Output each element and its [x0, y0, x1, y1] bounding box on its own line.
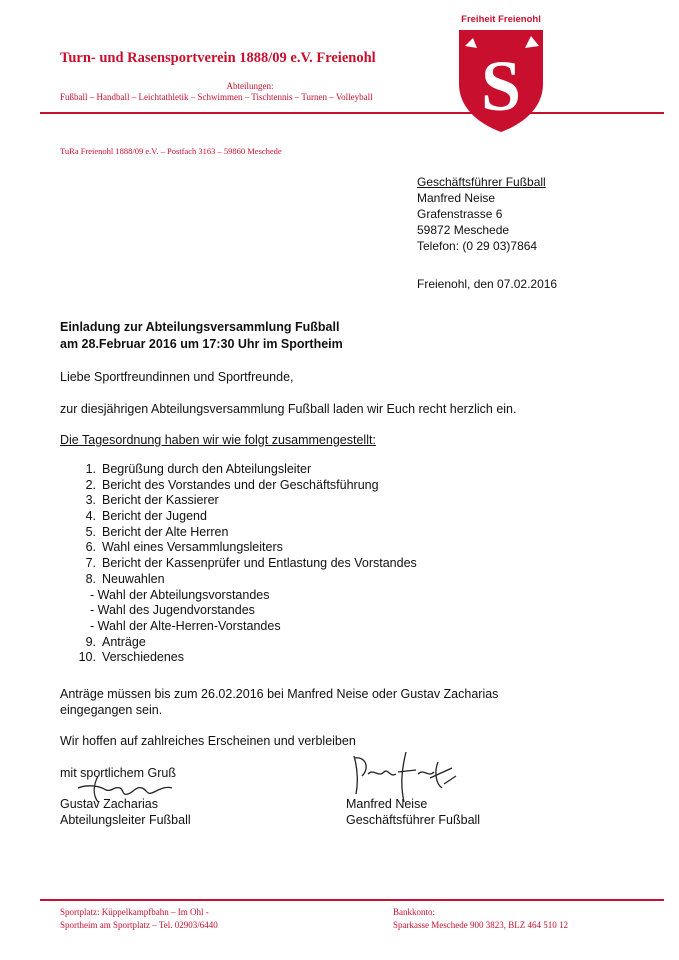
- deadline-line-2: eingegangen sein.: [60, 703, 163, 717]
- agenda-item: 1. Begrüßung durch den Abteilungsleiter: [85, 462, 312, 476]
- closing-text: Wir hoffen auf zahlreiches Erscheinen und verbleiben: [60, 734, 356, 748]
- right-signer-title: Geschäftsführer Fußball: [346, 813, 481, 827]
- agenda-subitem: - Wahl des Jugendvorstandes: [90, 603, 255, 618]
- address-phone: Telefon: (0 29 03)7864: [417, 239, 538, 253]
- agenda-item: 8. Neuwahlen: [85, 571, 165, 586]
- address-city: 59872 Meschede: [417, 223, 510, 237]
- agenda-item: 5. Bericht der Alte Herren: [85, 524, 229, 539]
- club-crest-logo: [455, 26, 547, 134]
- departments-label: Abteilungen:: [226, 81, 274, 91]
- intro-text: zur diesjährigen Abteilungsversammlung Fußball laden wir Euch recht herzlich ein.: [60, 402, 517, 416]
- date-line: Freienohl, den 07.02.2016: [417, 277, 558, 291]
- club-name: Turn- und Rasensportverein 1888/09 e.V. Freienohl: [60, 50, 376, 66]
- agenda-list: [60, 462, 417, 666]
- footer-bank-label: Bankkonto:: [393, 907, 435, 917]
- agenda-item: 9. Anträge: [85, 634, 146, 649]
- agenda-heading: Die Tagesordnung haben wir wie folgt zusammengestellt:: [60, 433, 376, 447]
- agenda-subitem: - Wahl der Alte-Herren-Vorstandes: [90, 618, 281, 633]
- footer-left-line-2: Sportheim am Sportplatz – Tel. 02903/6440: [60, 920, 218, 930]
- salutation: mit sportlichem Gruß: [60, 766, 176, 780]
- address-street: Grafenstrasse 6: [417, 207, 503, 221]
- footer-bank-details: Sparkasse Meschede 900 3823, BLZ 464 510 12: [393, 920, 568, 930]
- agenda-item: 4. Bericht der Jugend: [85, 509, 207, 524]
- agenda-subitem: - Wahl der Abteilungsvorstandes: [90, 587, 270, 602]
- left-signer-title: Abteilungsleiter Fußball: [60, 813, 191, 827]
- greeting: Liebe Sportfreundinnen und Sportfreunde,: [60, 370, 294, 384]
- footer-divider: [40, 899, 664, 901]
- address-name: Manfred Neise: [417, 191, 496, 205]
- header-divider: [40, 112, 664, 114]
- sender-line: TuRa Freienohl 1888/09 e.V. – Postfach 3163 – 59860 Meschede: [60, 146, 282, 156]
- subject-line-2: am 28.Februar 2016 um 17:30 Uhr im Sportheim: [60, 337, 343, 351]
- agenda-item: 3. Bericht der Kassierer: [85, 493, 219, 508]
- agenda-item: 6. Wahl eines Versammlungsleiters: [85, 540, 283, 555]
- subject-line-1: Einladung zur Abteilungsversammlung Fußball: [60, 320, 340, 334]
- left-signer-name: Gustav Zacharias: [60, 797, 158, 811]
- agenda-item: 2. Bericht des Vorstandes und der Geschäftsführung: [85, 477, 379, 492]
- agenda-item: 10. Verschiedenes: [78, 650, 185, 665]
- address-title: Geschäftsführer Fußball: [417, 175, 546, 189]
- deadline-line-1: Anträge müssen bis zum 26.02.2016 bei Manfred Neise oder Gustav Zacharias: [60, 687, 499, 701]
- agenda-item: 7. Bericht der Kassenprüfer und Entlastung des Vorstandes: [85, 556, 417, 571]
- right-signer-name: Manfred Neise: [346, 797, 428, 811]
- footer-address: [60, 906, 218, 932]
- crest-title: Freiheit Freienohl: [461, 14, 541, 25]
- crest-letter: S: [480, 46, 522, 126]
- departments-list: Fußball – Handball – Leichtathletik – Schwimmen – Tischtennis – Turnen – Volleyball: [60, 92, 373, 102]
- footer-left-line-1: Sportplatz: Küppelkampfbahn – Im Ohl -: [60, 907, 209, 917]
- footer-bank: [393, 906, 568, 932]
